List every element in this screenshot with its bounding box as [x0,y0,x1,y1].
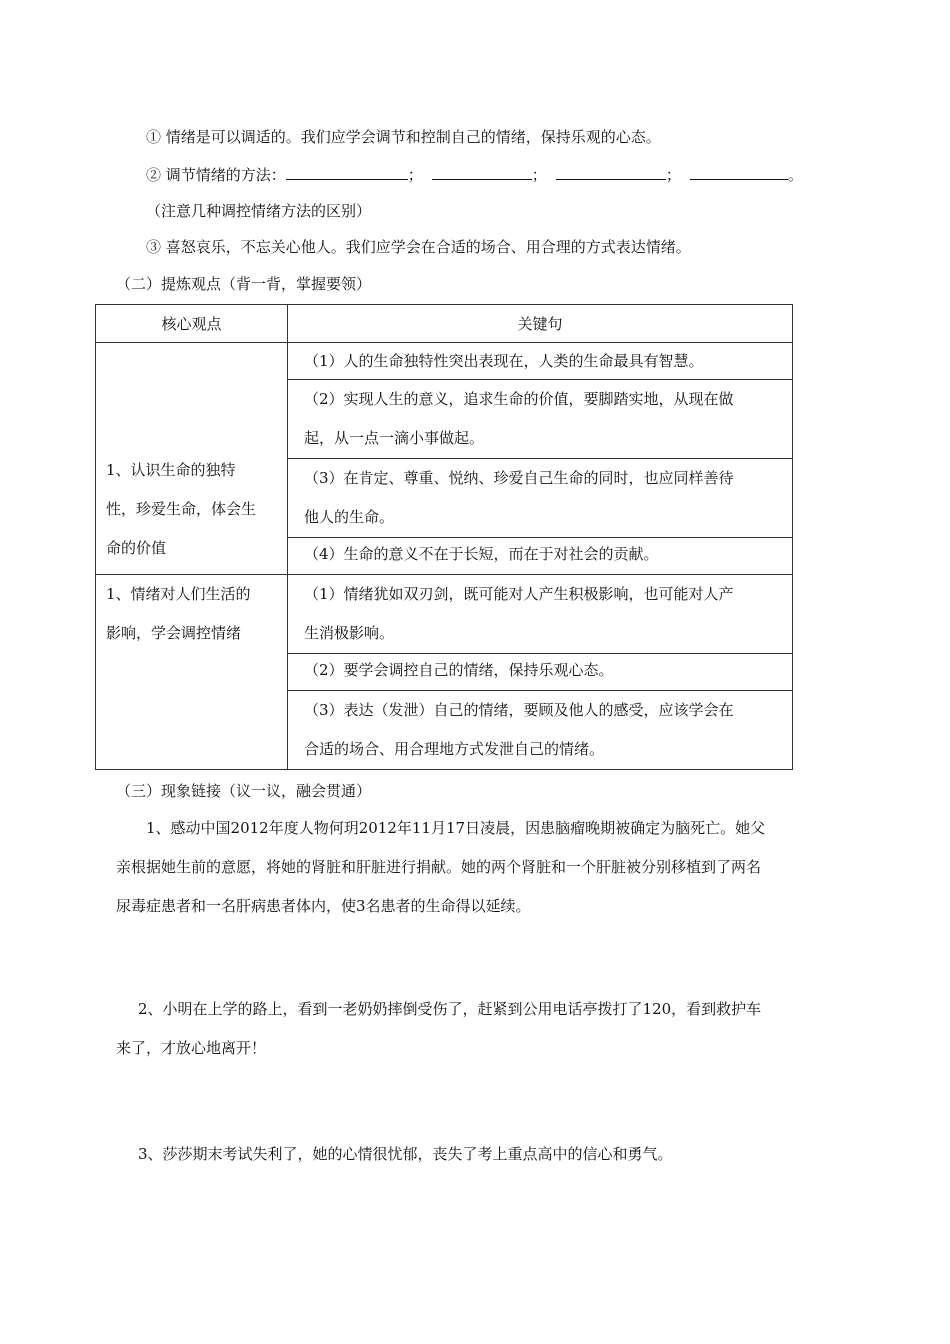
key-line: （2）实现人生的意义，追求生命的价值，要脚踏实地，从现在做 [304,390,734,408]
section2-title: （二）提炼观点（背一背，掌握要领） [116,275,372,293]
section3-title: （三）现象链接（议一议，融会贯通） [116,782,372,800]
key-cell [288,575,793,654]
core-line: 命的价值 [106,539,167,557]
item-express: ③ 喜怒哀乐，不忘关心他人。我们应学会在合适的场合、用合理的方式表达情绪。 [146,238,691,256]
case-3 [116,1135,841,1174]
case-line: 1、感动中国2012年度人物何玥2012年11月17日凌晨，因患脑瘤晚期被确定为脑死亡。她父 [146,819,766,837]
end-mark: 。 [787,166,803,184]
item-emotion-adjustable: ① 情绪是可以调适的。我们应学会调节和控制自己的情绪，保持乐观的心态。 [146,128,661,146]
blank-2[interactable] [432,165,532,180]
key-line: （3）表达（发泄）自己的情绪，要顾及他人的感受，应该学会在 [304,701,734,719]
case-line: 亲根据她生前的意愿，将她的肾脏和肝脏进行捐献。她的两个肾脏和一个肝脏被分别移植到了两名 [116,858,762,876]
blank-3[interactable] [556,165,666,180]
case-2 [116,990,841,1068]
case-1 [116,809,841,926]
core-line: 性，珍爱生命，体会生 [106,500,257,518]
key-line: 起，从一点一滴小事做起。 [304,429,485,447]
core-line: 1、认识生命的独特 [106,461,236,479]
key-cell [288,654,793,691]
sep-3: ； [665,166,681,184]
case-line: 3、莎莎期末考试失利了，她的心情很忧郁，丧失了考上重点高中的信心和勇气。 [138,1145,673,1163]
header-core: 核心观点 [96,305,288,343]
table-header-row [96,305,793,343]
table-row [96,343,793,380]
sep-1: ； [407,166,423,184]
core-line: 影响，学会调控情绪 [106,624,242,642]
key-line: （1）人的生命独特性突出表现在，人类的生命最具有智慧。 [304,352,704,370]
core-views-table [95,304,793,770]
key-cell [288,691,793,770]
blank-1[interactable] [286,165,408,180]
key-cell [288,459,793,538]
case-line: 来了，才放心地离开！ [116,1039,267,1057]
key-cell [288,343,793,380]
key-cell [288,538,793,575]
core-cell-2 [96,575,288,770]
header-key: 关键句 [288,305,793,343]
table-row [96,575,793,654]
key-line: （3）在肯定、尊重、悦纳、珍爱自己生命的同时，也应同样善待 [304,469,734,487]
key-line: 他人的生命。 [304,508,395,526]
core-cell-1 [96,343,288,575]
case-line: 2、小明在上学的路上，看到一老奶奶摔倒受伤了，赶紧到公用电话亭拨打了120，看到救护车 [138,1000,762,1018]
item-adjust-methods [146,164,803,185]
core-line: 1、情绪对人们生活的 [106,585,251,603]
sep-2: ； [531,166,547,184]
item-note: （注意几种调控情绪方法的区别） [146,202,372,220]
key-line: （1）情绪犹如双刃剑，既可能对人产生积极影响，也可能对人产 [304,585,734,603]
key-line: 合适的场合、用合理地方式发泄自己的情绪。 [304,740,605,758]
blank-4[interactable] [690,165,788,180]
key-cell [288,380,793,459]
key-line: （2）要学会调控自己的情绪，保持乐观心态。 [304,661,614,679]
key-line: 生消极影响。 [304,624,395,642]
key-line: （4）生命的意义不在于长短，而在于对社会的贡献。 [304,545,659,563]
case-line: 尿毒症患者和一名肝病患者体内，使3名患者的生命得以延续。 [116,897,531,915]
methods-prefix: ② 调节情绪的方法： [146,166,286,184]
